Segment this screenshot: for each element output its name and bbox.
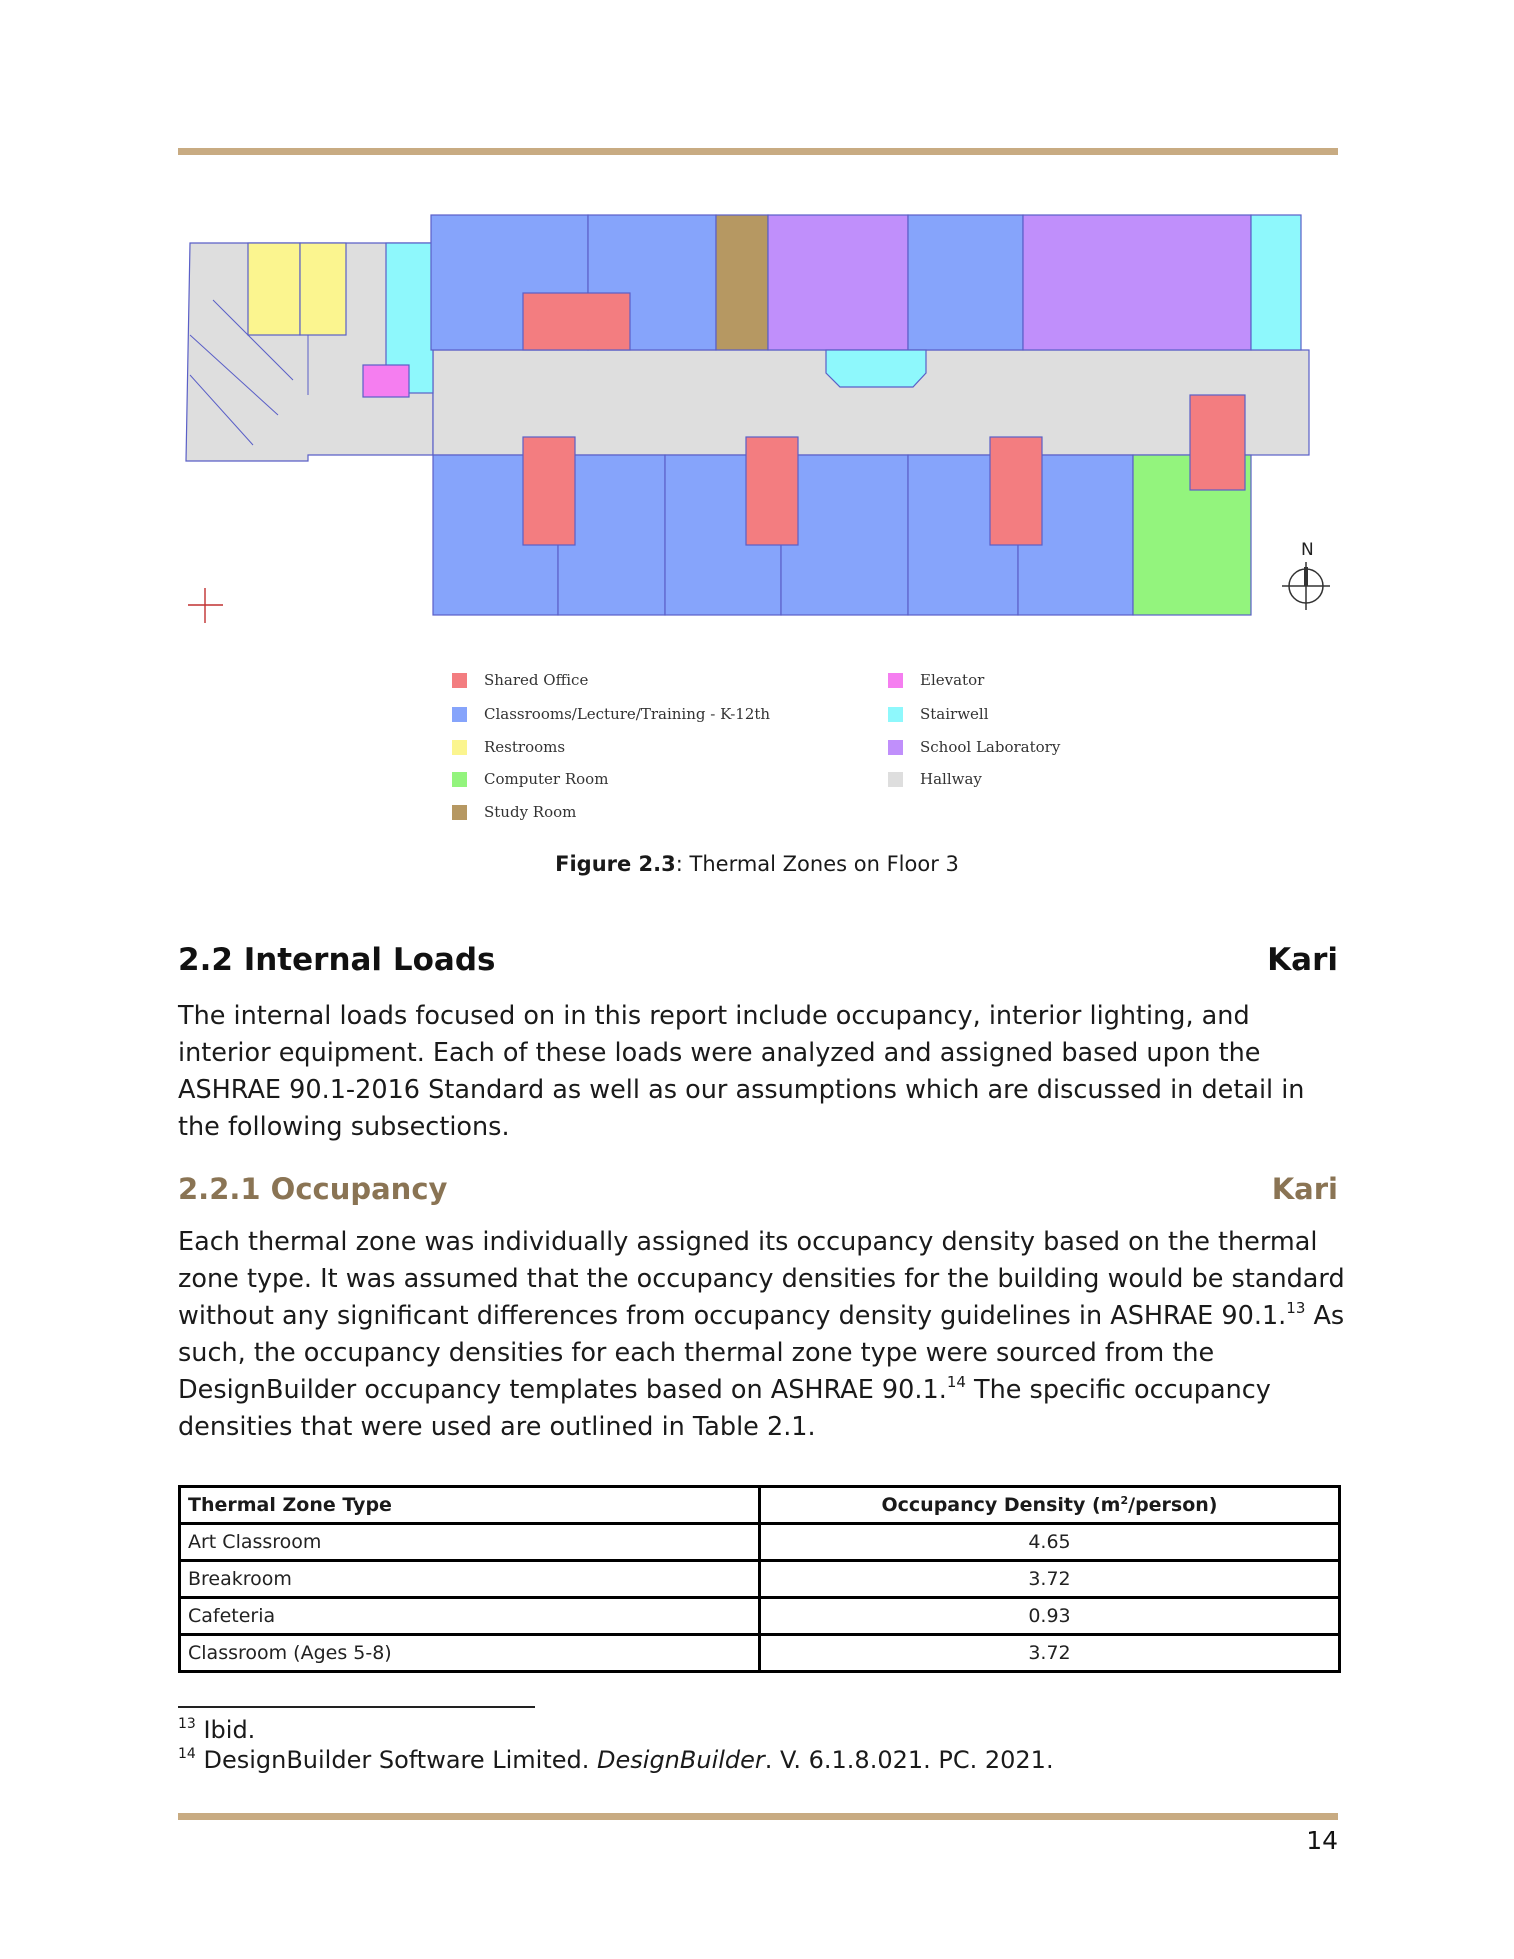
floor-plan-figure (178, 205, 1338, 645)
zone-study-room (716, 215, 768, 350)
cell-density: 3.72 (760, 1635, 1340, 1672)
section-title: 2.2 Internal Loads (178, 942, 496, 978)
footnote-ref-13[interactable]: 13 (1286, 1299, 1306, 1317)
zone-classroom-north-3 (908, 215, 1023, 350)
legend-swatch (452, 707, 467, 722)
footnote-rule (178, 1706, 535, 1708)
zone-shared-office-south-1 (523, 437, 575, 545)
zone-stairwell-center (826, 350, 926, 387)
legend-swatch (452, 805, 467, 820)
table-row (180, 1598, 1340, 1635)
zone-shared-office-east (1190, 395, 1245, 490)
header-density-suffix: /person) (1128, 1494, 1218, 1516)
cell-zone: Cafeteria (180, 1598, 760, 1635)
footnote-text: DesignBuilder Software Limited. (203, 1746, 598, 1774)
header-density-sup: 2 (1120, 1494, 1129, 1507)
table-header-density (760, 1487, 1340, 1524)
zone-shared-office-south-2 (746, 437, 798, 545)
para-text: Each thermal zone was individually assigned its occupancy density based on the thermal zone type. It was assumed that the occupancy densities for the building would be standard without any significant differences from occupancy density guidelines in ASHRAE 90.1. (178, 1227, 1345, 1331)
zone-restroom-2 (300, 243, 346, 335)
zone-lab-north-1 (768, 215, 908, 350)
zone-stairwell-east (1251, 215, 1301, 350)
section-paragraph: The internal loads focused on in this report include occupancy, interior lighting, and interior equipment. Each of these loads were analyzed and assigned based upon the ASHRAE 90.1-2016 Standard as well as our assumptions which are discussed in detail in the following subsections. (178, 1001, 1305, 1142)
footnote-text: Ibid. (203, 1716, 256, 1744)
table-row (180, 1635, 1340, 1672)
footnote-13 (178, 1716, 255, 1744)
zone-elevator (363, 365, 409, 397)
caption-label: Figure 2.3 (555, 852, 676, 876)
footnote-14 (178, 1746, 1054, 1774)
figure-caption (0, 852, 1514, 876)
legend-label: Shared Office (484, 671, 589, 689)
legend-swatch (888, 707, 903, 722)
footnote-italic-title: DesignBuilder (597, 1746, 765, 1774)
legend-label: Study Room (484, 803, 577, 821)
table-row (180, 1524, 1340, 1561)
cell-zone: Art Classroom (180, 1524, 760, 1561)
subsection-heading (178, 1172, 1338, 1206)
page-number: 14 (1306, 1826, 1338, 1855)
subsection-title: 2.2.1 Occupancy (178, 1172, 448, 1206)
occupancy-paragraph (178, 1224, 1348, 1446)
legend-label: Classrooms/Lecture/Training - K-12th (484, 705, 771, 723)
footnote-ref-14[interactable]: 14 (946, 1373, 966, 1391)
table-row (180, 1561, 1340, 1598)
legend-label: School Laboratory (920, 738, 1061, 756)
para-text: The specific occupancy densities that were used are outlined in Table 2.1. (178, 1375, 1271, 1442)
legend-label: Restrooms (484, 738, 566, 756)
caption-text: : Thermal Zones on Floor 3 (675, 852, 959, 876)
occupancy-table (178, 1485, 1341, 1673)
zone-classroom-south-4 (781, 455, 908, 615)
cell-zone: Classroom (Ages 5-8) (180, 1635, 760, 1672)
origin-marker-icon (188, 588, 223, 623)
legend-swatch (452, 673, 467, 688)
zone-restroom-1 (248, 243, 300, 335)
footer-rule (178, 1813, 1338, 1820)
footnote-number: 14 (178, 1746, 196, 1762)
cell-density: 0.93 (760, 1598, 1340, 1635)
para-text: As such, the occupancy densities for each thermal zone type were sourced from the DesignBuilder occupancy templates based on ASHRAE 90.1. (178, 1301, 1345, 1405)
north-arrow-icon (1282, 562, 1330, 610)
legend-label: Hallway (920, 770, 982, 788)
north-label: N (1301, 540, 1314, 560)
zone-shared-office-north (523, 293, 630, 350)
footnote-number: 13 (178, 1716, 196, 1732)
table-header-row (180, 1487, 1340, 1524)
legend-label: Computer Room (484, 770, 609, 788)
cell-density: 3.72 (760, 1561, 1340, 1598)
cell-density: 4.65 (760, 1524, 1340, 1561)
zone-shared-office-south-3 (990, 437, 1042, 545)
footnote-text-after: . V. 6.1.8.021. PC. 2021. (764, 1746, 1054, 1774)
section-heading (178, 942, 1338, 978)
zone-lab-north-2 (1023, 215, 1251, 350)
cell-zone: Breakroom (180, 1561, 760, 1598)
subsection-author: Kari (1271, 1172, 1338, 1206)
header-density-prefix: Occupancy Density (m (881, 1494, 1121, 1516)
legend-swatch (452, 772, 467, 787)
header-rule (178, 148, 1338, 155)
table-header-zone: Thermal Zone Type (180, 1487, 760, 1524)
section-author: Kari (1267, 942, 1338, 978)
legend-label: Stairwell (920, 705, 989, 723)
legend-swatch (888, 673, 903, 688)
legend-label: Elevator (920, 671, 985, 689)
legend-swatch (452, 740, 467, 755)
legend-swatch (888, 772, 903, 787)
legend-swatch (888, 740, 903, 755)
